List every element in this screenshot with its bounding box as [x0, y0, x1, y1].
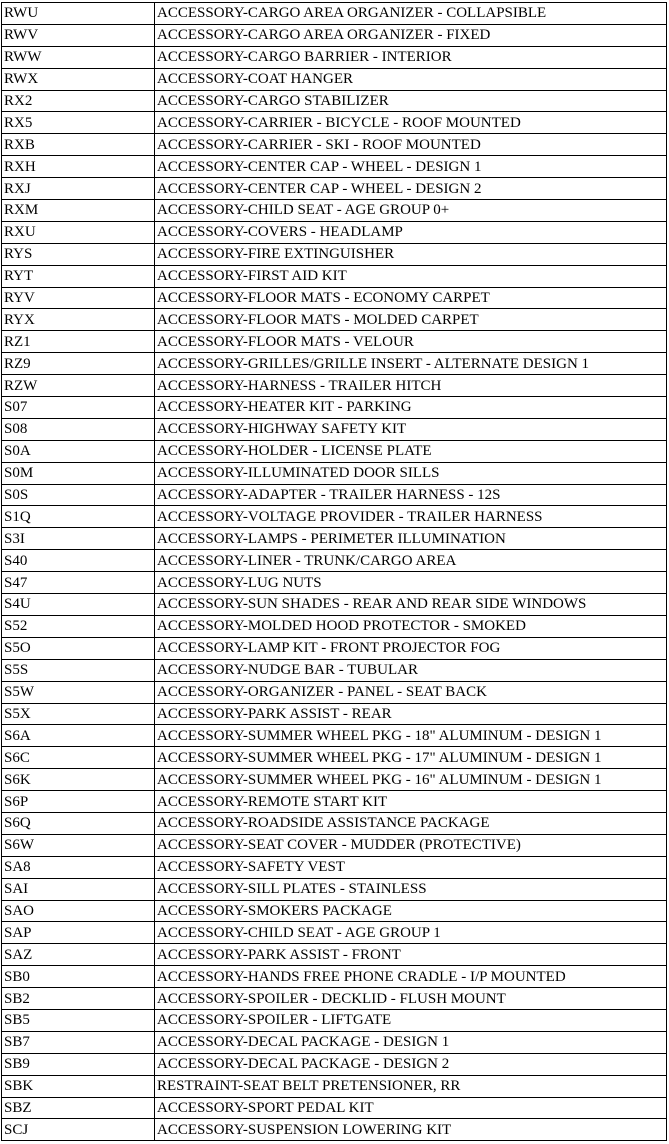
option-description-cell: ACCESSORY-SPOILER - DECKLID - FLUSH MOUNT [155, 988, 667, 1010]
option-description-cell: ACCESSORY-REMOTE START KIT [155, 791, 667, 813]
option-description-cell: ACCESSORY-SAFETY VEST [155, 856, 667, 878]
option-code-cell: RWW [2, 46, 155, 68]
option-code-cell: S0A [2, 440, 155, 462]
option-code-cell: RZ9 [2, 353, 155, 375]
option-description-cell: ACCESSORY-CENTER CAP - WHEEL - DESIGN 2 [155, 178, 667, 200]
option-code-cell: SB7 [2, 1031, 155, 1053]
table-row [2, 68, 667, 90]
option-code-cell: S4U [2, 594, 155, 616]
option-description-cell: ACCESSORY-LAMP KIT - FRONT PROJECTOR FOG [155, 637, 667, 659]
option-code-cell: RWX [2, 68, 155, 90]
table-row [2, 3, 667, 25]
table-row [2, 287, 667, 309]
option-description-cell: ACCESSORY-SMOKERS PACKAGE [155, 900, 667, 922]
option-code-cell: S5S [2, 659, 155, 681]
table-row [2, 462, 667, 484]
option-description-cell: ACCESSORY-VOLTAGE PROVIDER - TRAILER HARNESS [155, 506, 667, 528]
option-code-cell: SCJ [2, 1119, 155, 1141]
option-code-cell: SBZ [2, 1097, 155, 1119]
option-description-cell: ACCESSORY-PARK ASSIST - FRONT [155, 944, 667, 966]
option-description-cell: ACCESSORY-FLOOR MATS - VELOUR [155, 331, 667, 353]
table-row [2, 484, 667, 506]
table-row [2, 309, 667, 331]
table-row [2, 331, 667, 353]
option-code-cell: RXH [2, 156, 155, 178]
option-code-cell: SAP [2, 922, 155, 944]
table-row [2, 637, 667, 659]
option-code-cell: RWU [2, 3, 155, 25]
table-row [2, 922, 667, 944]
table-row [2, 988, 667, 1010]
option-description-cell: ACCESSORY-ORGANIZER - PANEL - SEAT BACK [155, 681, 667, 703]
table-row [2, 769, 667, 791]
option-description-cell: ACCESSORY-CHILD SEAT - AGE GROUP 0+ [155, 200, 667, 222]
option-description-cell: ACCESSORY-LINER - TRUNK/CARGO AREA [155, 550, 667, 572]
option-code-cell: S3I [2, 528, 155, 550]
table-row [2, 1053, 667, 1075]
option-description-cell: ACCESSORY-MOLDED HOOD PROTECTOR - SMOKED [155, 615, 667, 637]
option-description-cell: ACCESSORY-CARGO AREA ORGANIZER - COLLAPSIBLE [155, 3, 667, 25]
option-code-table-body [2, 3, 667, 1141]
option-description-cell: ACCESSORY-ROADSIDE ASSISTANCE PACKAGE [155, 812, 667, 834]
option-code-cell: SAZ [2, 944, 155, 966]
option-description-cell: ACCESSORY-CARRIER - SKI - ROOF MOUNTED [155, 134, 667, 156]
option-description-cell: ACCESSORY-SUMMER WHEEL PKG - 17" ALUMINUM - DESIGN 1 [155, 747, 667, 769]
option-description-cell: ACCESSORY-HANDS FREE PHONE CRADLE - I/P MOUNTED [155, 966, 667, 988]
option-description-cell: ACCESSORY-COVERS - HEADLAMP [155, 221, 667, 243]
table-row [2, 681, 667, 703]
option-code-cell: SAO [2, 900, 155, 922]
table-row [2, 966, 667, 988]
option-code-cell: RZ1 [2, 331, 155, 353]
option-code-cell: S07 [2, 397, 155, 419]
table-row [2, 1009, 667, 1031]
option-description-cell: ACCESSORY-HARNESS - TRAILER HITCH [155, 375, 667, 397]
option-description-cell: ACCESSORY-SUMMER WHEEL PKG - 18" ALUMINUM - DESIGN 1 [155, 725, 667, 747]
option-code-cell: S6P [2, 791, 155, 813]
table-row [2, 812, 667, 834]
option-code-cell: S47 [2, 572, 155, 594]
option-code-cell: S08 [2, 418, 155, 440]
option-description-cell: ACCESSORY-ADAPTER - TRAILER HARNESS - 12S [155, 484, 667, 506]
option-description-cell: ACCESSORY-CARGO BARRIER - INTERIOR [155, 46, 667, 68]
option-code-cell: RXJ [2, 178, 155, 200]
option-code-cell: RYS [2, 243, 155, 265]
option-description-cell: ACCESSORY-SPORT PEDAL KIT [155, 1097, 667, 1119]
option-code-cell: SA8 [2, 856, 155, 878]
table-row [2, 200, 667, 222]
option-code-cell: RX5 [2, 112, 155, 134]
option-description-cell: ACCESSORY-DECAL PACKAGE - DESIGN 2 [155, 1053, 667, 1075]
table-row [2, 900, 667, 922]
option-description-cell: ACCESSORY-CARGO AREA ORGANIZER - FIXED [155, 24, 667, 46]
option-description-cell: ACCESSORY-SEAT COVER - MUDDER (PROTECTIVE) [155, 834, 667, 856]
option-code-cell: SB9 [2, 1053, 155, 1075]
table-row [2, 659, 667, 681]
table-row [2, 1075, 667, 1097]
table-row [2, 178, 667, 200]
table-row [2, 615, 667, 637]
option-description-cell: ACCESSORY-COAT HANGER [155, 68, 667, 90]
option-code-cell: S1Q [2, 506, 155, 528]
option-code-cell: S40 [2, 550, 155, 572]
option-code-cell: SB2 [2, 988, 155, 1010]
option-code-cell: SB0 [2, 966, 155, 988]
option-code-table [1, 2, 667, 1141]
option-description-cell: ACCESSORY-SUMMER WHEEL PKG - 16" ALUMINUM - DESIGN 1 [155, 769, 667, 791]
table-row [2, 594, 667, 616]
option-code-cell: S5X [2, 703, 155, 725]
option-code-cell: S6A [2, 725, 155, 747]
option-description-cell: ACCESSORY-FIRST AID KIT [155, 265, 667, 287]
table-row [2, 856, 667, 878]
option-code-cell: SAI [2, 878, 155, 900]
option-code-cell: S5O [2, 637, 155, 659]
table-row [2, 397, 667, 419]
table-row [2, 944, 667, 966]
table-row [2, 1097, 667, 1119]
option-code-cell: RZW [2, 375, 155, 397]
option-description-cell: ACCESSORY-GRILLES/GRILLE INSERT - ALTERNATE DESIGN 1 [155, 353, 667, 375]
table-row [2, 550, 667, 572]
table-row [2, 703, 667, 725]
table-row [2, 791, 667, 813]
option-code-cell: S6K [2, 769, 155, 791]
option-code-cell: RYT [2, 265, 155, 287]
option-code-cell: S52 [2, 615, 155, 637]
table-row [2, 1031, 667, 1053]
option-code-cell: RWV [2, 24, 155, 46]
option-description-cell: ACCESSORY-LAMPS - PERIMETER ILLUMINATION [155, 528, 667, 550]
table-row [2, 90, 667, 112]
option-description-cell: ACCESSORY-PARK ASSIST - REAR [155, 703, 667, 725]
table-row [2, 440, 667, 462]
option-description-cell: ACCESSORY-SILL PLATES - STAINLESS [155, 878, 667, 900]
option-code-cell: RXB [2, 134, 155, 156]
table-row [2, 506, 667, 528]
table-row [2, 878, 667, 900]
option-description-cell: ACCESSORY-CENTER CAP - WHEEL - DESIGN 1 [155, 156, 667, 178]
table-row [2, 353, 667, 375]
option-description-cell: ACCESSORY-HOLDER - LICENSE PLATE [155, 440, 667, 462]
table-row [2, 418, 667, 440]
option-code-cell: S5W [2, 681, 155, 703]
table-row [2, 221, 667, 243]
option-description-cell: ACCESSORY-FLOOR MATS - ECONOMY CARPET [155, 287, 667, 309]
option-code-cell: RXU [2, 221, 155, 243]
table-row [2, 747, 667, 769]
table-row [2, 243, 667, 265]
option-description-cell: ACCESSORY-NUDGE BAR - TUBULAR [155, 659, 667, 681]
option-description-cell: ACCESSORY-CHILD SEAT - AGE GROUP 1 [155, 922, 667, 944]
table-row [2, 156, 667, 178]
option-description-cell: ACCESSORY-DECAL PACKAGE - DESIGN 1 [155, 1031, 667, 1053]
option-code-cell: RX2 [2, 90, 155, 112]
option-description-cell: ACCESSORY-SUN SHADES - REAR AND REAR SIDE WINDOWS [155, 594, 667, 616]
option-description-cell: ACCESSORY-ILLUMINATED DOOR SILLS [155, 462, 667, 484]
table-row [2, 375, 667, 397]
option-description-cell: ACCESSORY-FIRE EXTINGUISHER [155, 243, 667, 265]
option-description-cell: ACCESSORY-HIGHWAY SAFETY KIT [155, 418, 667, 440]
table-row [2, 572, 667, 594]
option-description-cell: ACCESSORY-FLOOR MATS - MOLDED CARPET [155, 309, 667, 331]
option-description-cell: ACCESSORY-SUSPENSION LOWERING KIT [155, 1119, 667, 1141]
table-row [2, 134, 667, 156]
table-row [2, 265, 667, 287]
option-code-cell: RXM [2, 200, 155, 222]
option-code-cell: S6W [2, 834, 155, 856]
option-description-cell: ACCESSORY-LUG NUTS [155, 572, 667, 594]
table-row [2, 528, 667, 550]
option-code-cell: S0M [2, 462, 155, 484]
option-description-cell: ACCESSORY-CARGO STABILIZER [155, 90, 667, 112]
option-code-cell: S0S [2, 484, 155, 506]
option-code-cell: SBK [2, 1075, 155, 1097]
option-description-cell: ACCESSORY-HEATER KIT - PARKING [155, 397, 667, 419]
option-code-cell: RYX [2, 309, 155, 331]
table-row [2, 112, 667, 134]
table-row [2, 834, 667, 856]
table-row [2, 24, 667, 46]
table-row [2, 725, 667, 747]
table-row [2, 1119, 667, 1141]
option-code-cell: S6C [2, 747, 155, 769]
option-code-cell: S6Q [2, 812, 155, 834]
option-code-cell: RYV [2, 287, 155, 309]
option-description-cell: ACCESSORY-SPOILER - LIFTGATE [155, 1009, 667, 1031]
table-row [2, 46, 667, 68]
option-code-cell: SB5 [2, 1009, 155, 1031]
option-description-cell: ACCESSORY-CARRIER - BICYCLE - ROOF MOUNTED [155, 112, 667, 134]
option-description-cell: RESTRAINT-SEAT BELT PRETENSIONER, RR [155, 1075, 667, 1097]
